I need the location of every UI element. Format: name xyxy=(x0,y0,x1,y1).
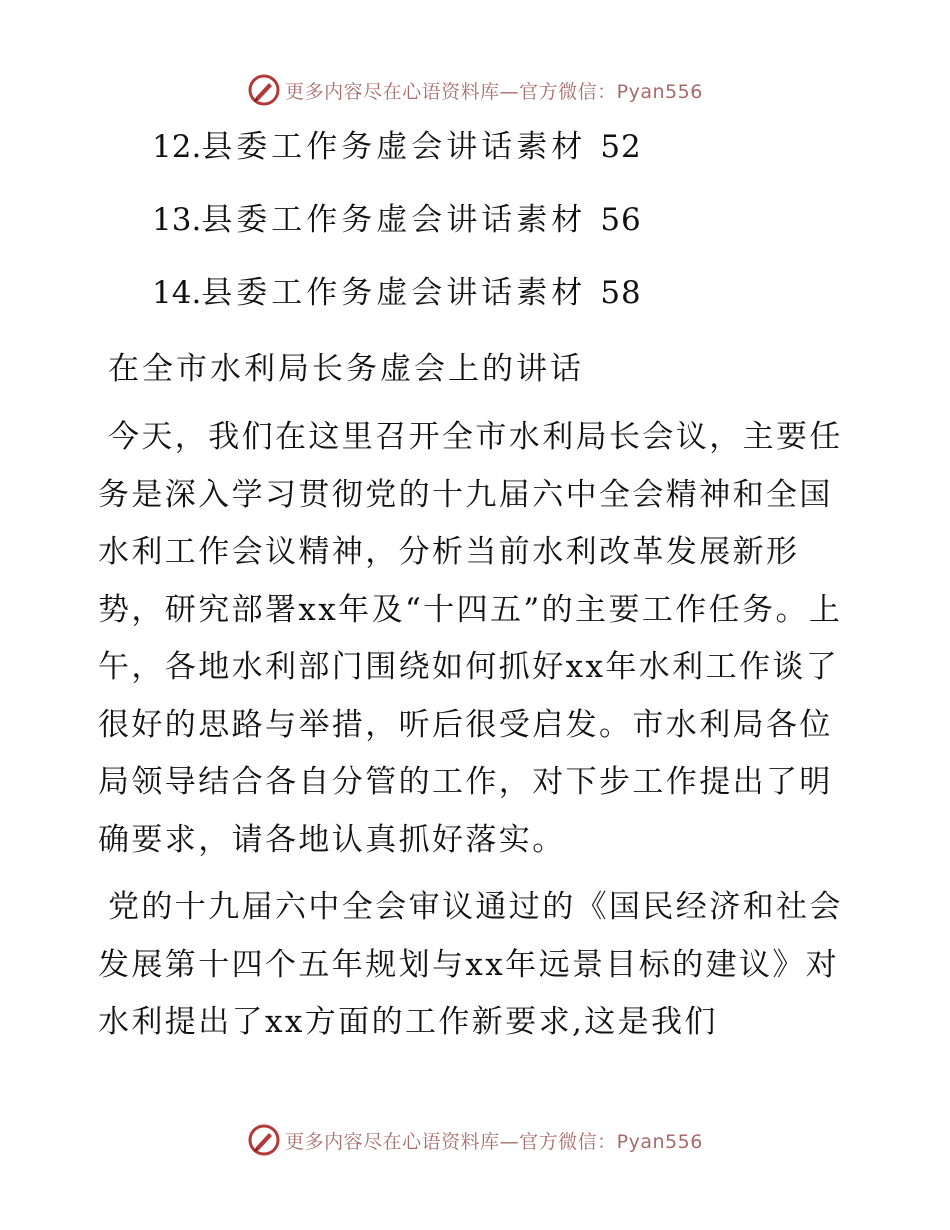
paragraph: 党的十九届六中全会审议通过的《国民经济和社会发展第十四个五年规划与xx年远景目标的建议》对水利提出了xx方面的工作新要求,这是我们 xyxy=(98,889,843,1040)
toc-number: 13. xyxy=(152,202,202,238)
document-body xyxy=(98,340,853,1062)
watermark-banner-top xyxy=(0,70,950,110)
watermark-text: 更多内容尽在心语资料库—官方微信：Pyan556 xyxy=(285,1130,703,1153)
speech-title: 在全市水利局长务虚会上的讲话 xyxy=(108,351,584,387)
red-circle-pen-logo-icon xyxy=(247,1123,281,1157)
watermark-text: 更多内容尽在心语资料库—官方微信：Pyan556 xyxy=(285,80,703,103)
toc-number: 14. xyxy=(152,275,202,311)
toc-page: 58 xyxy=(600,275,642,311)
toc-title: 县委工作务虚会讲话素材 xyxy=(201,129,587,165)
toc-number: 12. xyxy=(152,129,202,165)
red-circle-pen-logo-icon xyxy=(247,73,281,107)
toc-title: 县委工作务虚会讲话素材 xyxy=(201,275,587,311)
watermark-banner-bottom xyxy=(0,1120,950,1160)
paragraph: 今天，我们在这里召开全市水利局长会议，主要任务是深入学习贯彻党的十九届六中全会精神和全国水利工作会议精神，分析当前水利改革发展新形势，研究部署xx年及“十四五”的主要工作任务。上午，各地水利部门围绕如何抓好xx年水利工作谈了很好的思路与举措，听后很受启发。市水利局各位局领导结合各自分管的工作，对下步工作提出了明确要求，请各地认真抓好落实。 xyxy=(98,419,843,858)
toc-page: 52 xyxy=(600,129,642,165)
toc-title: 县委工作务虚会讲话素材 xyxy=(201,202,587,238)
toc-item[interactable] xyxy=(152,120,642,193)
table-of-contents xyxy=(152,120,642,339)
toc-item[interactable] xyxy=(152,193,642,266)
toc-item[interactable] xyxy=(152,266,642,339)
toc-page: 56 xyxy=(600,202,642,238)
